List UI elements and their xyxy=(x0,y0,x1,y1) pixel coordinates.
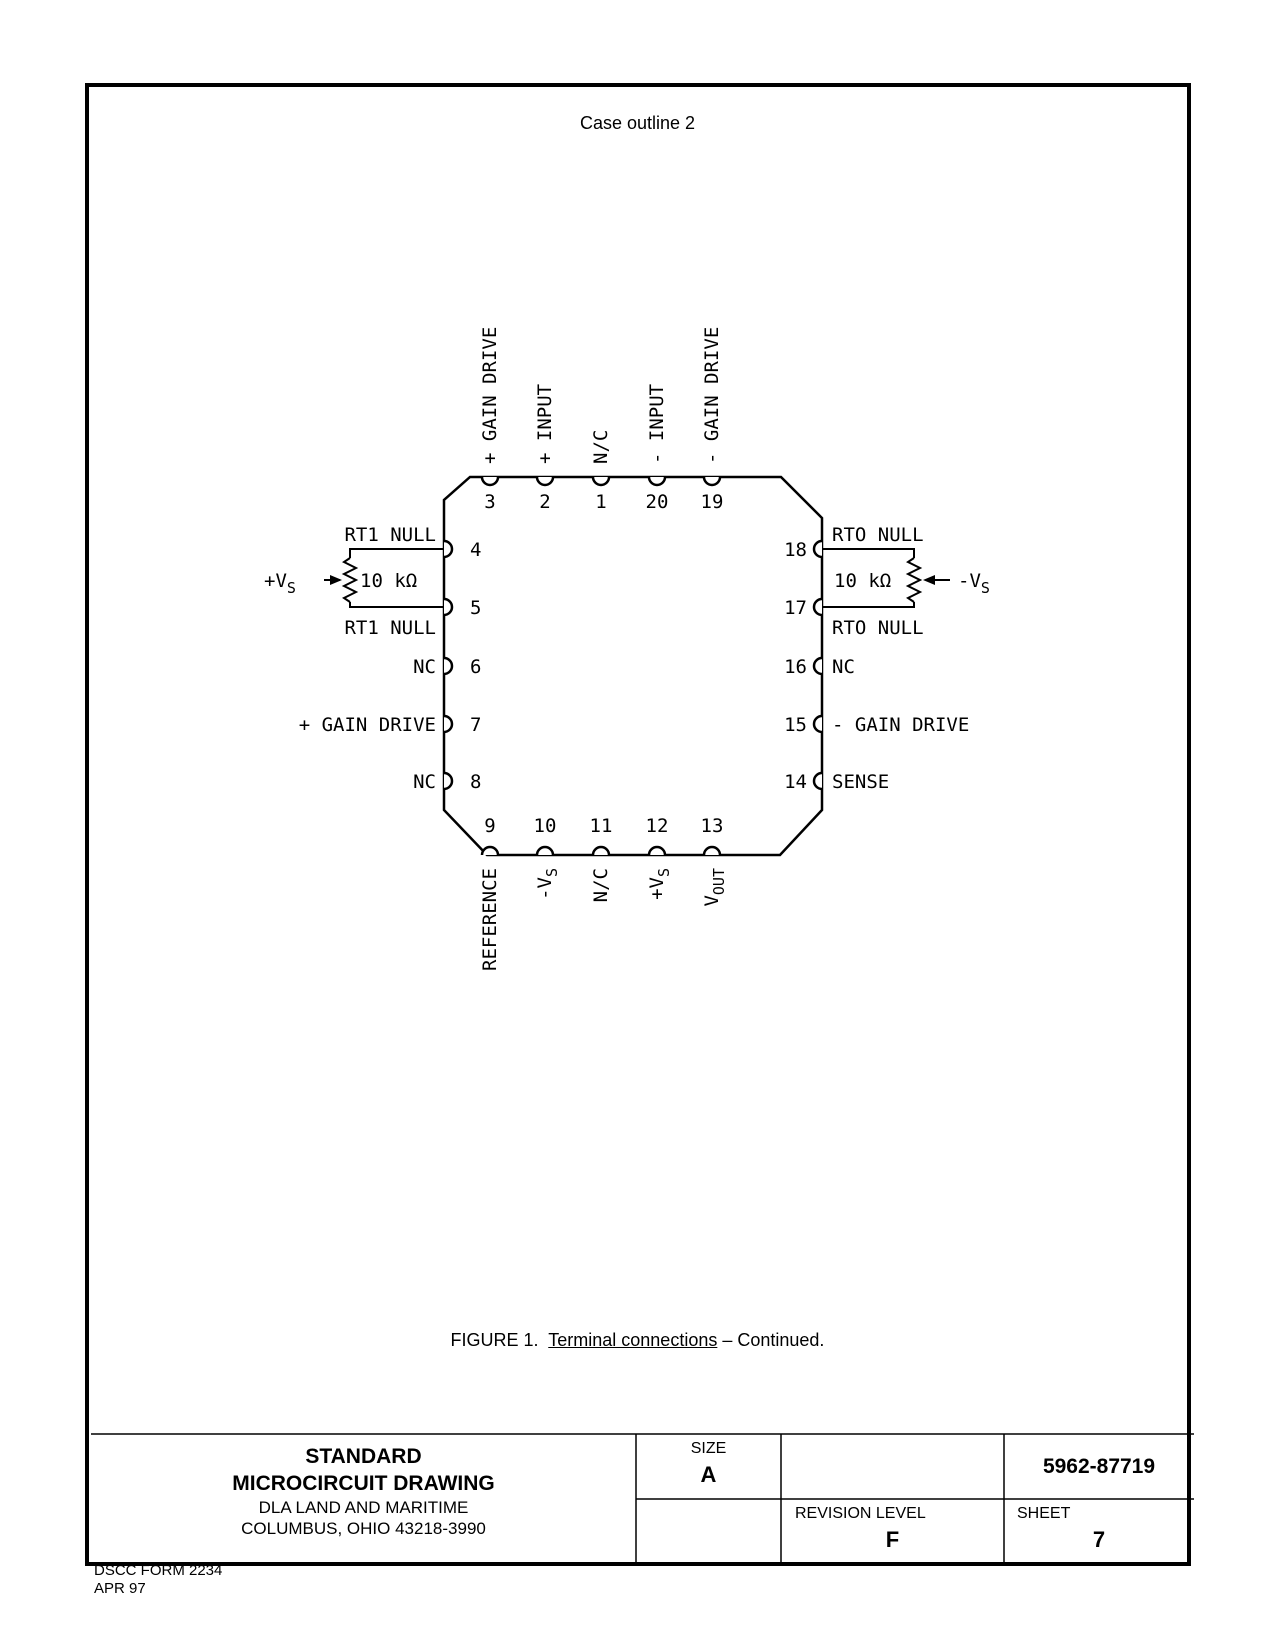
pin-14-number: 14 xyxy=(784,771,807,793)
pin-12-label: $+V_S$ xyxy=(646,868,673,900)
pin-7-pad xyxy=(444,716,452,732)
pin-14-pad xyxy=(814,773,822,789)
pin-7-label: + GAIN DRIVE xyxy=(298,714,436,736)
pin-11-pad xyxy=(593,847,609,855)
pin-4-pad xyxy=(444,541,452,557)
title-standard: STANDARD xyxy=(305,1445,422,1468)
pin-11-number: 11 xyxy=(589,815,613,837)
left-resistor-zigzag xyxy=(344,558,356,602)
right-resistor-value: 10 kΩ xyxy=(834,570,892,592)
right-supply-main: -V xyxy=(958,570,981,592)
pin-8-label: NC xyxy=(413,771,436,793)
form-number: DSCC FORM 2234 xyxy=(94,1562,223,1579)
pin-19-number: 19 xyxy=(700,491,724,513)
pin-1-label: N/C xyxy=(590,429,612,464)
pin-16-pad xyxy=(814,658,822,674)
pin-16-label: NC xyxy=(832,656,855,678)
org-address: COLUMBUS, OHIO 43218-3990 xyxy=(241,1519,486,1538)
package-outline xyxy=(444,477,822,855)
pin-12-number: 12 xyxy=(645,815,669,837)
pin-20-pad xyxy=(649,477,665,485)
form-date: APR 97 xyxy=(94,1580,146,1597)
title-block-org xyxy=(91,1443,636,1539)
pin-3-number: 3 xyxy=(484,491,496,513)
pin-2-label: + INPUT xyxy=(534,383,556,464)
left-supply-main: +V xyxy=(264,570,287,592)
pin-3-pad xyxy=(482,477,498,485)
right-wiper-arrowhead xyxy=(923,575,935,585)
pin-2-pad xyxy=(537,477,553,485)
left-resistor-wire-bottom xyxy=(350,602,444,607)
pin-19-pad xyxy=(704,477,720,485)
pin-18-number: 18 xyxy=(784,539,807,561)
title-block xyxy=(91,1433,1194,1563)
pin-8-number: 8 xyxy=(470,771,482,793)
pin-15-pad xyxy=(814,716,822,732)
pin-13-pad xyxy=(704,847,720,855)
left-resistor-value: 10 kΩ xyxy=(360,570,418,592)
pin-6-pad xyxy=(444,658,452,674)
pin-11-label: N/C xyxy=(590,868,612,903)
pin-9-pad xyxy=(482,847,498,855)
pin-13-number: 13 xyxy=(700,815,724,837)
sheet-value: 7 xyxy=(1092,1527,1106,1552)
pin-18-label: RTO NULL xyxy=(832,524,924,546)
left-resistor-wire-top xyxy=(350,549,444,558)
revision-level-value: F xyxy=(885,1527,900,1552)
pin-5-number: 5 xyxy=(470,597,482,619)
pin-19-label: - GAIN DRIVE xyxy=(701,326,723,464)
revision-level-label: REVISION LEVEL xyxy=(795,1505,926,1522)
pin-14-label: SENSE xyxy=(832,771,890,793)
left-null-resistor xyxy=(264,549,444,607)
right-supply-label xyxy=(958,570,990,597)
right-supply-sub: S xyxy=(980,579,990,597)
size-label: SIZE xyxy=(690,1440,727,1457)
pin-4-label: RT1 NULL xyxy=(344,524,436,546)
pin-5-label: RT1 NULL xyxy=(344,617,436,639)
pin-8-pad xyxy=(444,773,452,789)
pin-12-pad xyxy=(649,847,665,855)
pin-4-number: 4 xyxy=(470,539,482,561)
right-resistor-wire-bottom xyxy=(822,602,914,607)
pin-17-pad xyxy=(814,599,822,615)
figure-caption xyxy=(0,1330,1275,1351)
pin-15-number: 15 xyxy=(784,714,807,736)
pin-1-pad xyxy=(593,477,609,485)
right-null-resistor xyxy=(822,549,990,607)
pin-10-label: $-V_S$ xyxy=(534,868,561,900)
pin-10-pad xyxy=(537,847,553,855)
pin-3-label: + GAIN DRIVE xyxy=(479,326,501,464)
size-value: A xyxy=(700,1462,717,1487)
pin-9-label: REFERENCE xyxy=(479,868,501,971)
right-resistor-wire-top xyxy=(822,549,914,558)
pin-13-label: $V_{OUT}$ xyxy=(701,868,728,907)
pin-7-number: 7 xyxy=(470,714,482,736)
pin-5-pad xyxy=(444,599,452,615)
pin-16-number: 16 xyxy=(784,656,807,678)
pin-17-number: 17 xyxy=(784,597,807,619)
title-microcircuit-drawing: MICROCIRCUIT DRAWING xyxy=(232,1472,495,1495)
figure-title: Terminal connections xyxy=(548,1330,718,1350)
pin-6-label: NC xyxy=(413,656,436,678)
figure-suffix: – Continued. xyxy=(722,1330,825,1350)
pin-18-pad xyxy=(814,541,822,557)
left-wiper-arrowhead xyxy=(330,575,342,585)
pin-17-label: RTO NULL xyxy=(832,617,924,639)
case-outline-caption: Case outline 2 xyxy=(579,113,696,133)
pin-15-label: - GAIN DRIVE xyxy=(832,714,970,736)
org-name: DLA LAND AND MARITIME xyxy=(258,1498,469,1517)
pin-20-label: - INPUT xyxy=(646,383,668,464)
document-number: 5962-87719 xyxy=(1042,1455,1156,1478)
left-supply-label xyxy=(264,570,296,597)
pin-20-number: 20 xyxy=(645,491,669,513)
figure-prefix: FIGURE 1. xyxy=(450,1330,539,1350)
pin-9-number: 9 xyxy=(484,815,496,837)
left-supply-sub: S xyxy=(286,579,296,597)
pin-1-number: 1 xyxy=(595,491,607,513)
pin-10-number: 10 xyxy=(533,815,557,837)
right-resistor-zigzag xyxy=(908,558,920,602)
pin-2-number: 2 xyxy=(539,491,551,513)
form-footer xyxy=(94,1562,222,1598)
pin-6-number: 6 xyxy=(470,656,482,678)
sheet-label: SHEET xyxy=(1017,1505,1071,1522)
